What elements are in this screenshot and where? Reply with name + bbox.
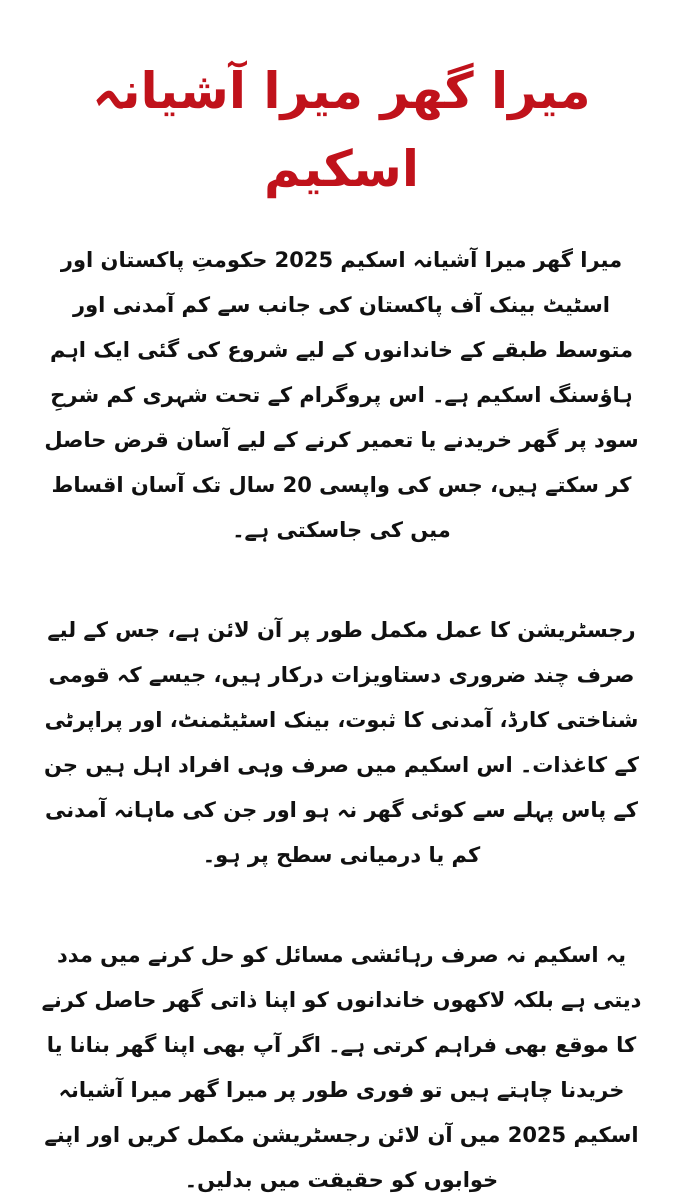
page-title: میرا گھر میرا آشیانہ اسکیم xyxy=(92,62,591,198)
paragraph-intro: میرا گھر میرا آشیانہ اسکیم 2025 حکومتِ پاکستان اور اسٹیٹ بینک آف پاکستان کی جانب سے کم آمدنی اور متوسط طبقے کے خاندانوں کے لیے شروع کی گئی ایک اہم ہاؤسنگ اسکیم ہے۔ اس پروگرام کے تحت شہری کم شرحِ سود پر گھر خریدنے یا تعمیر کرنے کے لیے آسان قرض حاصل کر سکتے ہیں، جس کی واپسی 20 سال تک آسان اقساط میں کی جاسکتی ہے۔ xyxy=(44,248,639,542)
paragraph-registration: رجسٹریشن کا عمل مکمل طور پر آن لائن ہے، جس کے لیے صرف چند ضروری دستاویزات درکار ہیں، جیسے کہ قومی شناختی کارڈ، آمدنی کا ثبوت، بینک اسٹیٹمنٹ، اور پراپرٹی کے کاغذات۔ اس اسکیم میں صرف وہی افراد اہل ہیں جن کے پاس پہلے سے کوئی گھر نہ ہو اور جن کی ماہانہ آمدنی کم یا درمیانی سطح پر ہو۔ xyxy=(44,618,639,867)
paragraph-benefits: یہ اسکیم نہ صرف رہائشی مسائل کو حل کرنے میں مدد دیتی ہے بلکہ لاکھوں خاندانوں کو اپنا ذاتی گھر حاصل کرنے کا موقع بھی فراہم کرتی ہے۔ اگر آپ بھی اپنا گھر بنانا یا خریدنا چاہتے ہیں تو فوری طور پر میرا گھر میرا آشیانہ اسکیم 2025 میں آن لائن رجسٹریشن مکمل کریں اور اپنے خوابوں کو حقیقت میں بدلیں۔ xyxy=(41,943,642,1192)
